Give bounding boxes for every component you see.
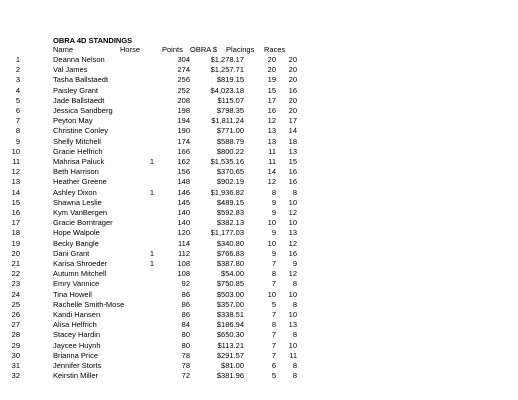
obra-amount: $1,535.16: [210, 157, 244, 166]
table-row: [0, 228, 518, 238]
races-value: 18: [288, 136, 297, 146]
placings-value: 5: [271, 371, 276, 381]
points-value: 190: [177, 126, 190, 136]
placings-value: 7: [271, 330, 276, 340]
placings-value: 7: [271, 310, 276, 319]
points-value: 92: [181, 279, 190, 289]
placings-value: 8: [271, 320, 276, 330]
rider-name: Karisa Shroeder: [53, 259, 108, 268]
races-value: 10: [288, 340, 297, 350]
placings-value: 12: [267, 116, 276, 126]
row-number: 12: [11, 167, 20, 177]
row-number: 16: [11, 208, 20, 217]
table-row: [0, 249, 518, 259]
sheet-title: OBRA 4D STANDINGS: [53, 36, 133, 45]
rider-name: Ashley Dixon: [53, 187, 97, 197]
obra-amount: $766.83: [216, 248, 244, 258]
header-obra: OBRA $: [190, 45, 218, 54]
races-value: 20: [288, 55, 297, 64]
rider-name: Dani Grant: [53, 248, 90, 258]
obra-amount: $54.00: [221, 269, 244, 279]
races-value: 16: [288, 167, 297, 177]
row-number: 15: [11, 197, 20, 207]
points-value: 166: [177, 146, 190, 156]
horse-count: 1: [149, 157, 154, 166]
points-value: 86: [181, 310, 190, 319]
rider-name: Hope Walpole: [53, 228, 100, 238]
races-value: 20: [288, 65, 297, 75]
obra-amount: $291.57: [216, 350, 244, 360]
obra-amount: $370.65: [216, 167, 244, 177]
row-number: 23: [11, 279, 20, 289]
obra-amount: $1,278.17: [210, 55, 244, 64]
races-value: 11: [289, 350, 297, 360]
obra-amount: $382.13: [216, 218, 244, 228]
rider-name: Jessica Sandberg: [53, 106, 113, 115]
horse-count: 1: [149, 187, 154, 197]
points-value: 86: [181, 289, 190, 299]
obra-amount: $771.00: [216, 126, 244, 136]
row-number: 4: [15, 85, 20, 95]
table-row: [0, 126, 518, 136]
points-value: 198: [177, 106, 190, 115]
row-number: 28: [11, 330, 20, 340]
obra-amount: $340.80: [216, 238, 244, 248]
obra-amount: $819.15: [216, 75, 244, 85]
obra-amount: $186.94: [216, 320, 244, 330]
table-row: [0, 290, 518, 300]
races-value: 8: [292, 187, 297, 197]
points-value: 148: [177, 177, 190, 187]
table-row: [0, 55, 518, 65]
races-value: 8: [292, 279, 297, 289]
races-value: 13: [288, 228, 297, 238]
obra-amount: $750.85: [216, 279, 244, 289]
table-row: [0, 218, 518, 228]
placings-value: 15: [267, 85, 276, 95]
table-row: [0, 341, 518, 351]
points-value: 140: [177, 208, 190, 217]
placings-value: 17: [267, 95, 276, 105]
races-value: 8: [292, 330, 297, 340]
horse-count: 1: [149, 259, 154, 268]
obra-amount: $338.51: [216, 310, 244, 319]
races-value: 16: [288, 177, 297, 187]
row-number: 9: [15, 136, 20, 146]
points-value: 78: [181, 361, 190, 370]
table-row: [0, 167, 518, 177]
table-row: [0, 208, 518, 218]
points-value: 112: [178, 248, 190, 258]
rider-name: Keirstin Miller: [53, 371, 99, 381]
row-number: 11: [12, 157, 20, 166]
rider-name: Kym VanBergen: [53, 208, 108, 217]
header-horse: Horse: [120, 45, 141, 54]
table-row: [0, 86, 518, 96]
row-number: 17: [11, 218, 20, 228]
points-value: 304: [177, 55, 190, 64]
placings-value: 16: [267, 106, 276, 115]
obra-amount: $800.22: [216, 146, 244, 156]
races-value: 17: [288, 116, 297, 126]
obra-amount: $588.79: [216, 136, 244, 146]
table-row: [0, 75, 518, 85]
rider-name: Gracie Helfrich: [53, 146, 103, 156]
table-row: [0, 320, 518, 330]
table-row: [0, 177, 518, 187]
placings-value: 19: [267, 75, 276, 85]
rider-name: Christine Conley: [53, 126, 109, 136]
row-number: 1: [15, 55, 20, 64]
obra-amount: $357.00: [216, 299, 244, 309]
races-value: 20: [288, 75, 297, 85]
header-name: Name: [53, 45, 74, 54]
table-row: [0, 157, 518, 167]
races-value: 10: [288, 310, 297, 319]
table-row: [0, 137, 518, 147]
table-row: [0, 371, 518, 381]
races-value: 16: [288, 85, 297, 95]
obra-amount: $798.35: [216, 106, 244, 115]
placings-value: 7: [271, 340, 276, 350]
points-value: 140: [177, 218, 190, 228]
races-value: 13: [288, 146, 297, 156]
placings-value: 7: [271, 259, 276, 268]
table-row: [0, 116, 518, 126]
placings-value: 14: [267, 167, 276, 177]
row-number: 26: [11, 310, 20, 319]
placings-value: 8: [271, 269, 276, 279]
row-number: 31: [11, 361, 20, 370]
points-value: 174: [177, 136, 190, 146]
rider-name: Gracie Borntrager: [53, 218, 113, 228]
row-number: 25: [11, 299, 20, 309]
header-placings: Placings: [226, 45, 255, 54]
obra-amount: $489.15: [216, 197, 244, 207]
table-row: [0, 147, 518, 157]
obra-amount: $381.96: [216, 371, 244, 381]
row-number: 8: [15, 126, 20, 136]
placings-value: 8: [271, 187, 276, 197]
obra-amount: $1,811.24: [211, 116, 244, 126]
table-row: [0, 361, 518, 371]
rider-name: Rachelle Smith-Mose: [53, 299, 125, 309]
table-row: [0, 106, 518, 116]
races-value: 10: [288, 218, 297, 228]
points-value: 156: [177, 167, 190, 177]
rider-name: Tina Howell: [53, 289, 92, 299]
row-number: 24: [11, 289, 20, 299]
points-value: 114: [178, 238, 190, 248]
points-value: 146: [177, 187, 190, 197]
placings-value: 5: [271, 299, 276, 309]
points-value: 78: [181, 350, 190, 360]
obra-amount: $387.80: [216, 259, 244, 268]
row-number: 20: [11, 248, 20, 258]
obra-amount: $592.83: [216, 208, 244, 217]
obra-amount: $115.07: [217, 95, 244, 105]
row-number: 3: [15, 75, 20, 85]
header-points: Points: [162, 45, 183, 54]
points-value: 145: [177, 197, 190, 207]
races-value: 20: [288, 95, 297, 105]
table-row: [0, 198, 518, 208]
races-value: 8: [292, 361, 297, 370]
table-row: [0, 269, 518, 279]
row-number: 30: [11, 350, 20, 360]
table-row: [0, 259, 518, 269]
placings-value: 9: [271, 208, 276, 217]
row-number: 21: [11, 259, 20, 268]
row-number: 14: [11, 187, 20, 197]
rider-name: Peyton May: [53, 116, 93, 126]
placings-value: 7: [271, 350, 276, 360]
table-row: [0, 188, 518, 198]
placings-value: 10: [267, 238, 276, 248]
rider-name: Stacey Hardin: [53, 330, 101, 340]
rider-name: Becky Bangle: [53, 238, 99, 248]
table-row: [0, 351, 518, 361]
rider-name: Tasha Ballstaedt: [53, 75, 109, 85]
row-number: 18: [11, 228, 20, 238]
placings-value: 10: [267, 218, 276, 228]
obra-amount: $1,177.03: [210, 228, 244, 238]
placings-value: 6: [271, 361, 276, 370]
points-value: 194: [177, 116, 190, 126]
points-value: 256: [177, 75, 190, 85]
points-value: 108: [177, 269, 190, 279]
rider-name: Emry Vannice: [53, 279, 100, 289]
rider-name: Kandi Hansen: [53, 310, 101, 319]
placings-value: 11: [268, 146, 276, 156]
races-value: 20: [288, 106, 297, 115]
rider-name: Autumn Mitchell: [53, 269, 107, 279]
obra-amount: $650.30: [216, 330, 244, 340]
points-value: 274: [177, 65, 190, 75]
points-value: 72: [181, 371, 190, 381]
races-value: 12: [288, 238, 297, 248]
horse-count: 1: [149, 248, 154, 258]
row-number: 13: [11, 177, 20, 187]
rider-name: Paisley Grant: [53, 85, 99, 95]
races-value: 12: [288, 269, 297, 279]
races-value: 9: [292, 259, 297, 268]
obra-amount: $1,936.82: [210, 187, 244, 197]
row-number: 27: [11, 320, 20, 330]
row-number: 19: [11, 238, 20, 248]
table-row: [0, 310, 518, 320]
row-number: 7: [15, 116, 20, 126]
table-row: [0, 279, 518, 289]
races-value: 10: [288, 197, 297, 207]
placings-value: 9: [271, 248, 276, 258]
row-number: 10: [11, 146, 20, 156]
points-value: 86: [181, 299, 190, 309]
rider-name: Shawna Leslie: [53, 197, 102, 207]
rider-name: Alisa Helfrich: [53, 320, 97, 330]
points-value: 252: [177, 85, 190, 95]
rider-name: Jennifer Storts: [53, 361, 102, 370]
obra-amount: $113.21: [217, 340, 244, 350]
points-value: 84: [181, 320, 190, 330]
obra-amount: $902.19: [216, 177, 244, 187]
rider-name: Shelly Mitchell: [53, 136, 101, 146]
placings-value: 11: [268, 157, 276, 166]
table-row: [0, 330, 518, 340]
rider-name: Jade Ballstaedt: [53, 95, 105, 105]
obra-amount: $4,023.18: [210, 85, 244, 95]
points-value: 162: [177, 157, 190, 166]
placings-value: 7: [271, 279, 276, 289]
placings-value: 20: [267, 65, 276, 75]
row-number: 5: [15, 95, 20, 105]
races-value: 12: [288, 208, 297, 217]
obra-amount: $503.00: [216, 289, 244, 299]
placings-value: 13: [267, 136, 276, 146]
points-value: 80: [181, 330, 190, 340]
rider-name: Deanna Nelson: [53, 55, 105, 64]
header-races: Races: [264, 45, 286, 54]
table-row: [0, 239, 518, 249]
header-row: [0, 45, 518, 55]
rider-name: Mahrisa Paluck: [53, 157, 105, 166]
obra-amount: $1,257.71: [210, 65, 244, 75]
points-value: 208: [177, 95, 190, 105]
races-value: 13: [288, 320, 297, 330]
table-row: [0, 300, 518, 310]
rider-name: Val James: [53, 65, 88, 75]
obra-amount: $81.00: [221, 361, 244, 370]
points-value: 108: [177, 259, 190, 268]
races-value: 8: [292, 371, 297, 381]
row-number: 29: [11, 340, 20, 350]
row-number: 2: [15, 65, 20, 75]
table-row: [0, 65, 518, 75]
row-number: 32: [11, 371, 20, 381]
rider-name: Jaycee Huynh: [53, 340, 101, 350]
row-number: 22: [11, 269, 20, 279]
table-row: [0, 96, 518, 106]
rider-name: Heather Greene: [53, 177, 107, 187]
rider-name: Brianna Price: [53, 350, 99, 360]
races-value: 14: [288, 126, 297, 136]
placings-value: 20: [267, 55, 276, 64]
points-value: 120: [177, 228, 190, 238]
rider-name: Beth Harrison: [53, 167, 99, 177]
races-value: 10: [288, 289, 297, 299]
row-number: 6: [15, 106, 20, 115]
placings-value: 12: [267, 177, 276, 187]
races-value: 8: [292, 299, 297, 309]
points-value: 80: [181, 340, 190, 350]
races-value: 15: [288, 157, 297, 166]
placings-value: 10: [267, 289, 276, 299]
placings-value: 9: [271, 197, 276, 207]
placings-value: 9: [271, 228, 276, 238]
placings-value: 13: [267, 126, 276, 136]
races-value: 16: [288, 248, 297, 258]
